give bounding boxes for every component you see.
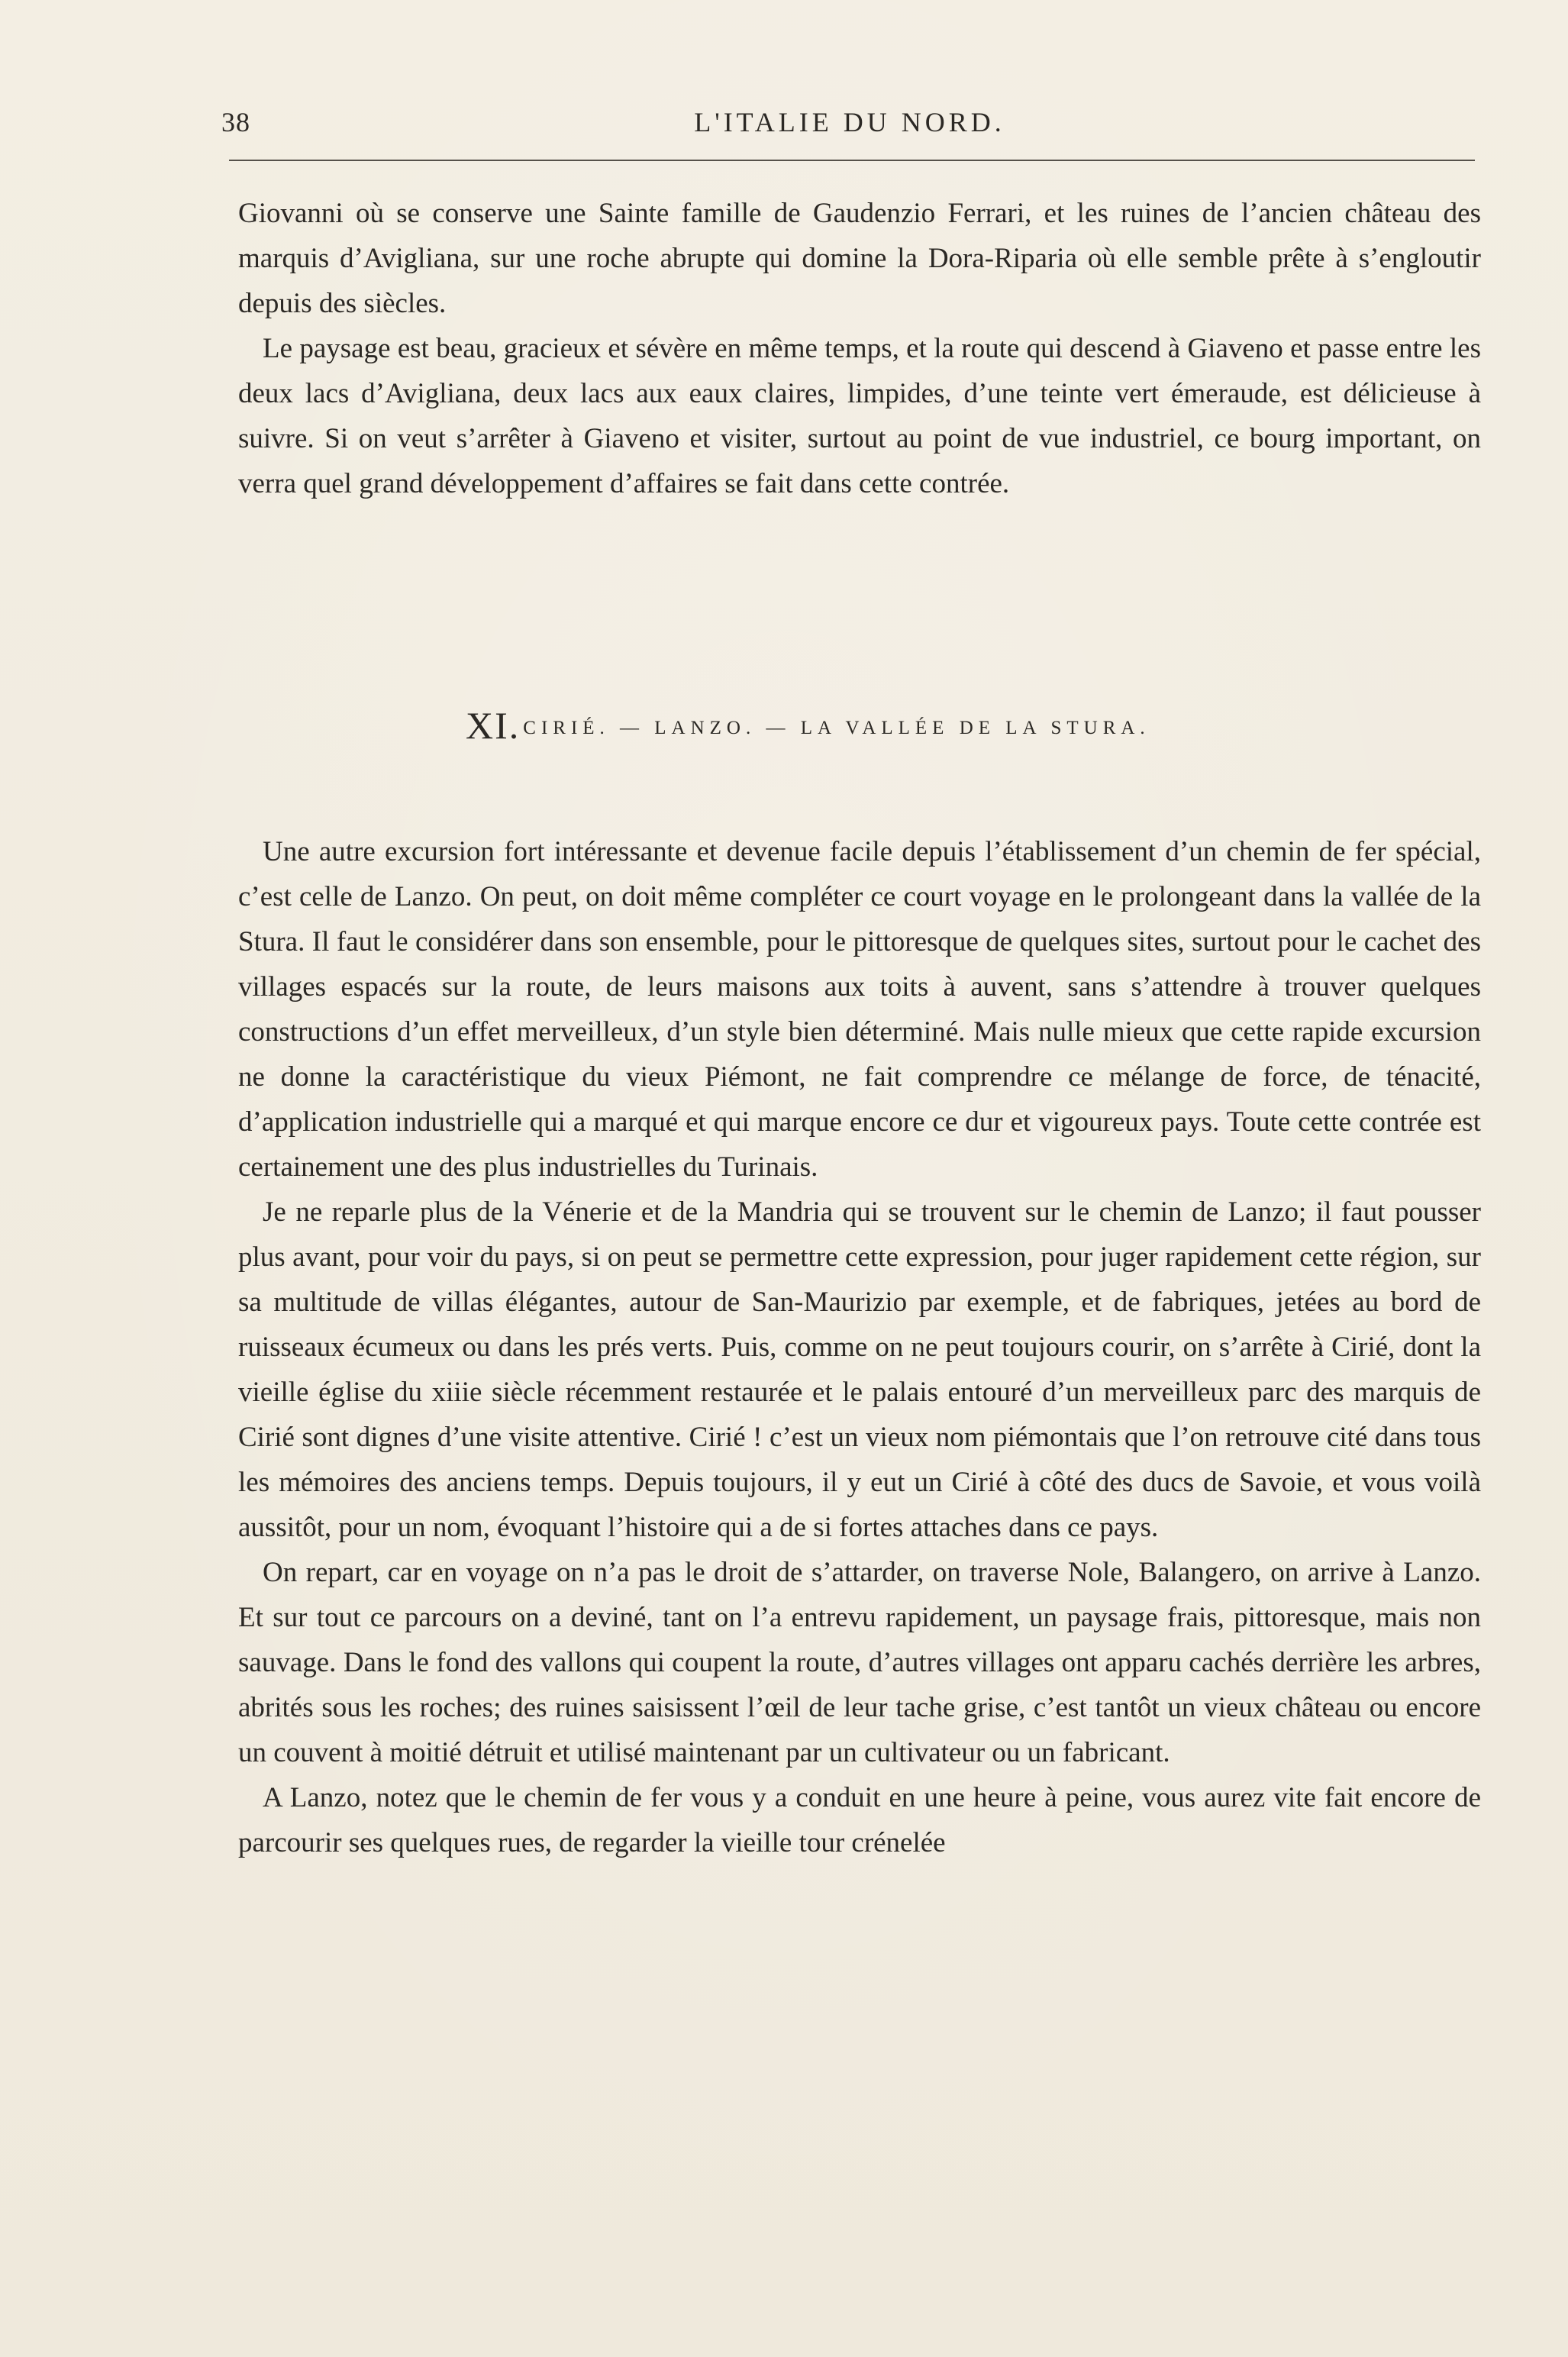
main-paragraph: Une autre excursion fort intéressante et devenue facile depuis l’établissement d’un chemin de fer spécial, c’est celle de Lanzo. On peut, on doit même compléter ce court voyage en le prolongeant dans la vallée de la Stura. Il faut le considérer dans son ensemble, pour le pittoresque de quelques sites, surtout pour le cachet des villages espacés sur la route, de leurs maisons aux toits à auvent, sans s’attendre à trouver quelques constructions d’un effet merveilleux, d’un style bien déterminé. Mais nulle mieux que cette rapide excursion ne donne la caractéristique du vieux Piémont, ne fait comprendre ce mélange de force, de ténacité, d’application industrielle qui a marqué et qui marque encore ce dur et vigoureux pays. Toute cette contrée est certainement une des plus industrielles du Turinais. — [238, 836, 1481, 1183]
running-title: L'ITALIE DU NORD. — [694, 107, 1005, 137]
intro-paragraph: Giovanni où se conserve une Sainte famille de Gaudenzio Ferrari, et les ruines de l’ancien château des marquis d’Avigliana, sur une roche abrupte qui domine la Dora-Riparia où elle semble prête à s’engloutir depuis des siècles. — [238, 198, 1481, 319]
page-header — [221, 105, 1478, 159]
intro-paragraph: Le paysage est beau, gracieux et sévère en même temps, et la route qui descend à Giaveno et passe entre les deux lacs d’Avigliana, deux lacs aux eaux claires, limpides, d’une teinte vert émeraude, est délicieuse à suivre. Si on veut s’arrêter à Giaveno et visiter, surtout au point de vue industriel, ce bourg important, on verra quel grand développement d’affaires se fait dans cette contrée. — [238, 333, 1481, 499]
section-number: XI. — [466, 704, 521, 747]
section-heading — [466, 702, 1150, 748]
main-paragraph: On repart, car en voyage on n’a pas le droit de s’attarder, on traverse Nole, Balangero, on arrive à Lanzo. Et sur tout ce parcours on a deviné, tant on l’a entrevu rapidement, un paysage frais, pittoresque, mais non sauvage. Dans le fond des vallons qui coupent la route, d’autres villages ont apparu cachés derrière les arbres, abrités sous les roches; des ruines saisissent l’œil de leur tache grise, c’est tantôt un vieux château ou encore un couvent à moitié détruit et utilisé maintenant par un cultivateur ou un fabricant. — [238, 1557, 1481, 1768]
intro-text — [238, 191, 1481, 506]
section-title: CIRIÉ. — LANZO. — LA VALLÉE DE LA STURA. — [523, 718, 1150, 738]
main-text — [238, 829, 1481, 1865]
page-number: 38 — [221, 107, 250, 137]
header-divider — [229, 160, 1475, 161]
main-paragraph: Je ne reparle plus de la Vénerie et de la Mandria qui se trouvent sur le chemin de Lanzo; il faut pousser plus avant, pour voir du pays, si on peut se permettre cette expression, pour juger rapidement cette région, sur sa multitude de villas élégantes, autour de San-Maurizio par exemple, et de fabriques, jetées au bord de ruisseaux écumeux ou dans les prés verts. Puis, comme on ne peut toujours courir, on s’arrête à Cirié, dont la vieille église du xiiie siècle récemment restaurée et le palais entouré d’un merveilleux parc des marquis de Cirié sont dignes d’une visite attentive. Cirié ! c’est un vieux nom piémontais que l’on retrouve cité dans tous les mémoires des anciens temps. Depuis toujours, il y eut un Cirié à côté des ducs de Savoie, et vous voilà aussitôt, pour un nom, évoquant l’histoire qui a de si fortes attaches dans ce pays. — [238, 1196, 1481, 1543]
main-paragraph: A Lanzo, notez que le chemin de fer vous y a conduit en une heure à peine, vous aurez vite fait encore de parcourir ses quelques rues, de regarder la vieille tour crénelée — [238, 1782, 1481, 1858]
